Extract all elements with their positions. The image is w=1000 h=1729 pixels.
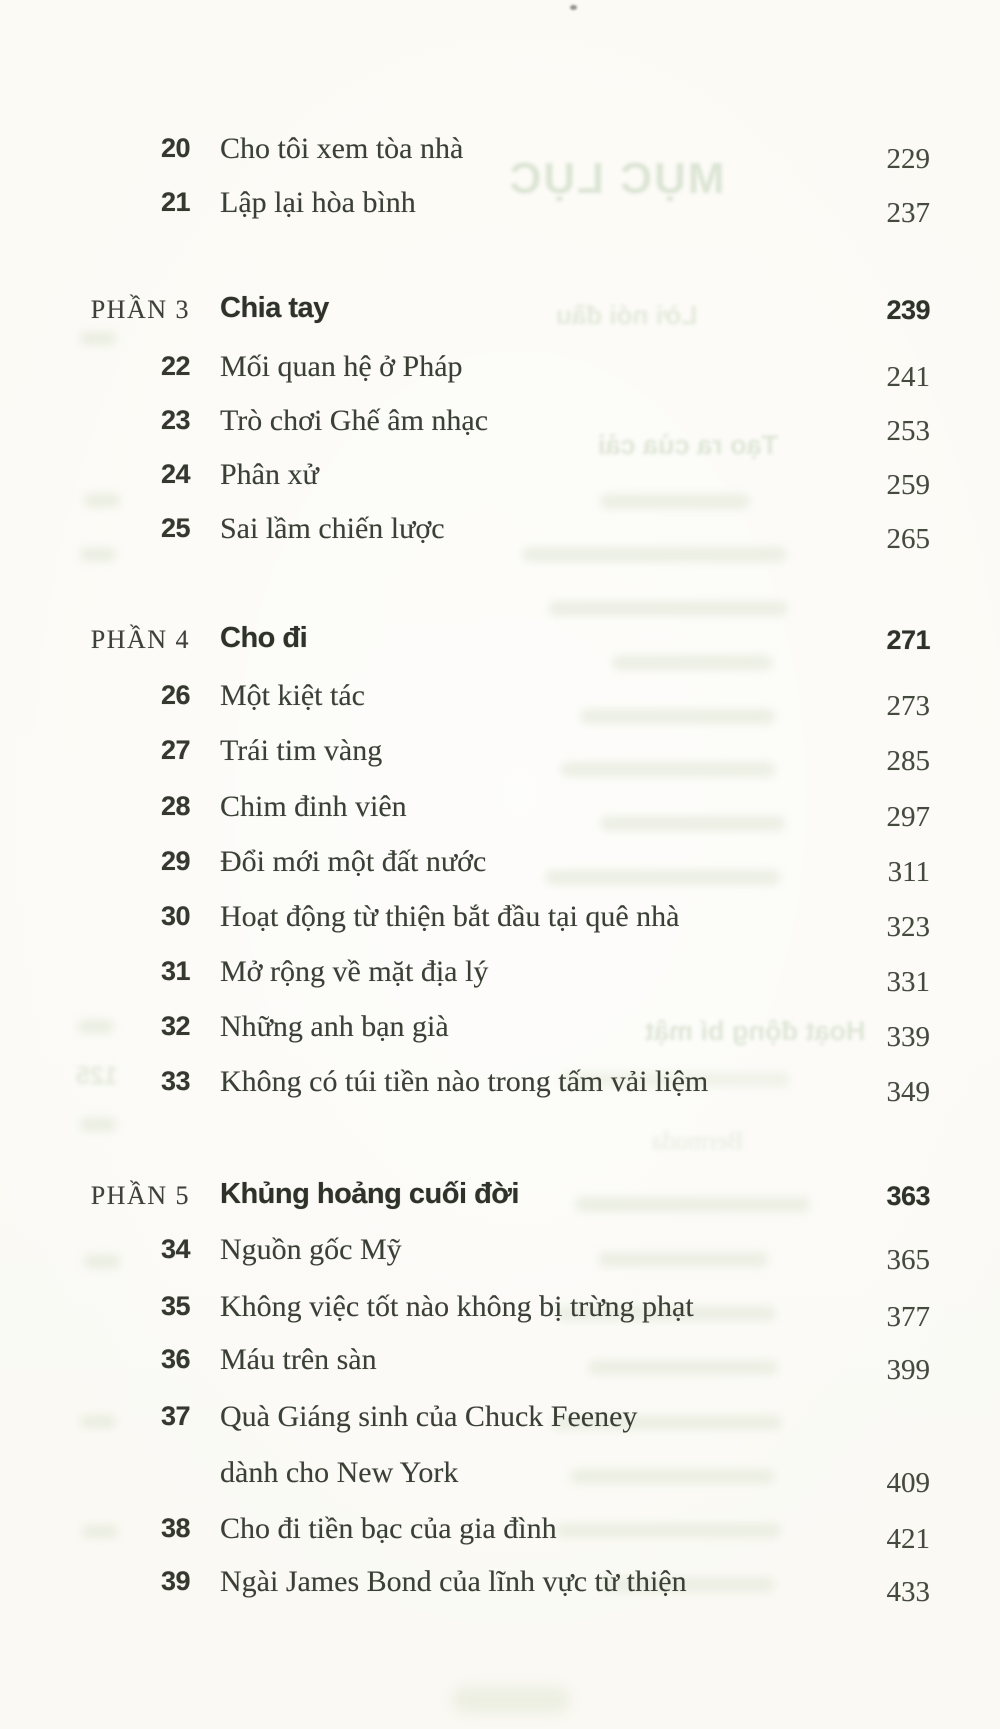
chapter-number: 39 <box>160 1566 190 1596</box>
chapter-number: 35 <box>160 1291 190 1321</box>
toc-row <box>0 1065 1000 1113</box>
page-number: 265 <box>886 523 930 555</box>
ghost-muc-luc-heading: MỤC LỤC <box>507 154 725 203</box>
toc-row <box>0 350 1000 398</box>
chapter-title: Trò chơi Ghế âm nhạc <box>220 404 489 437</box>
page-number: 339 <box>886 1021 930 1053</box>
chapter-title: Những anh bạn già <box>220 1010 449 1043</box>
page-number: 323 <box>886 911 930 943</box>
section-title: Chia tay <box>220 292 329 324</box>
toc-row <box>0 458 1000 506</box>
chapter-number: 32 <box>160 1011 190 1041</box>
toc-row <box>0 734 1000 782</box>
ghost-loi-noi-dau: Lời nói đầu <box>556 300 698 330</box>
chapter-number: 27 <box>160 735 190 765</box>
chapter-number: 26 <box>160 680 190 710</box>
page-number: 253 <box>886 415 930 447</box>
chapter-title: Đổi mới một đất nước <box>220 845 487 878</box>
toc-row <box>0 955 1000 1003</box>
page-number: 331 <box>886 966 930 998</box>
ghost-page-number: 125 <box>76 1062 118 1090</box>
page-number: 365 <box>886 1244 930 1276</box>
page-number: 273 <box>886 690 930 722</box>
chapter-number: 20 <box>160 133 190 163</box>
page-number: 349 <box>886 1076 930 1108</box>
ghost-phan2-title: Hoạt động bí mật <box>645 1016 866 1046</box>
chapter-title: Mối quan hệ ở Pháp <box>220 350 463 383</box>
toc-row <box>0 845 1000 893</box>
chapter-title: Lập lại hòa bình <box>220 186 416 219</box>
page-number: 409 <box>886 1467 930 1499</box>
chapter-number: 28 <box>160 791 190 821</box>
chapter-title-continuation: dành cho New York <box>220 1456 459 1489</box>
chapter-number: 22 <box>160 351 190 381</box>
chapter-title: Quà Giáng sinh của Chuck Feeney <box>220 1400 638 1433</box>
page-number: 237 <box>886 197 930 229</box>
toc-section-row <box>0 622 1000 670</box>
chapter-number: 38 <box>160 1513 190 1543</box>
page-number: 239 <box>886 295 930 325</box>
section-label: PHẦN 3 <box>90 295 190 324</box>
scan-speck <box>570 5 577 10</box>
toc-row <box>0 512 1000 560</box>
chapter-title: Sai lầm chiến lược <box>220 512 445 545</box>
toc-row <box>0 1290 1000 1338</box>
page-number: 311 <box>887 856 930 888</box>
page-number: 363 <box>886 1181 930 1211</box>
ghost-phan1-title: Tạo ra của cải <box>598 430 779 460</box>
chapter-title: Phân xử <box>220 458 319 491</box>
toc-row-continuation <box>0 1456 1000 1504</box>
section-label: PHẦN 4 <box>90 625 190 654</box>
ghost-bermuda: Bermuda <box>652 1128 744 1155</box>
section-title: Cho đi <box>220 622 308 654</box>
chapter-number: 34 <box>160 1234 190 1264</box>
chapter-title: Hoạt động từ thiện bắt đầu tại quê nhà <box>220 900 680 933</box>
toc-row <box>0 679 1000 727</box>
toc-row <box>0 1565 1000 1613</box>
chapter-number: 21 <box>160 187 190 217</box>
toc-section-row <box>0 292 1000 340</box>
chapter-title: Một kiệt tác <box>220 679 365 712</box>
page-number: 285 <box>886 745 930 777</box>
chapter-number: 31 <box>160 956 190 986</box>
chapter-title: Không việc tốt nào không bị trừng phạt <box>220 1290 694 1323</box>
page-number: 433 <box>886 1576 930 1608</box>
page-number: 271 <box>886 625 930 655</box>
toc-row <box>0 900 1000 948</box>
chapter-title: Nguồn gốc Mỹ <box>220 1233 402 1266</box>
chapter-number: 36 <box>160 1344 190 1374</box>
toc-row <box>0 1512 1000 1560</box>
toc-section-row <box>0 1178 1000 1226</box>
chapter-title: Cho tôi xem tòa nhà <box>220 132 464 165</box>
chapter-number: 30 <box>160 901 190 931</box>
chapter-number: 37 <box>160 1401 190 1431</box>
page-number: 297 <box>886 801 930 833</box>
chapter-number: 29 <box>160 846 190 876</box>
ghost-smudge <box>452 1686 570 1714</box>
chapter-title: Cho đi tiền bạc của gia đình <box>220 1512 557 1545</box>
page-number: 229 <box>886 143 930 175</box>
toc-row <box>0 186 1000 234</box>
ghost-smudge <box>80 1118 116 1131</box>
toc-row <box>0 1400 1000 1448</box>
chapter-title: Ngài James Bond của lĩnh vực từ thiện <box>220 1565 687 1598</box>
toc-row <box>0 132 1000 180</box>
toc-row <box>0 1343 1000 1391</box>
chapter-title: Chim đinh viên <box>220 790 407 823</box>
chapter-number: 25 <box>160 513 190 543</box>
chapter-number: 24 <box>160 459 190 489</box>
page-number: 241 <box>886 361 930 393</box>
toc-row <box>0 1233 1000 1281</box>
chapter-title: Không có túi tiền nào trong tấm vải liệm <box>220 1065 709 1098</box>
ghost-smudge <box>548 601 788 616</box>
toc-row <box>0 1010 1000 1058</box>
toc-row <box>0 790 1000 838</box>
chapter-title: Trái tim vàng <box>220 734 383 767</box>
chapter-number: 33 <box>160 1066 190 1096</box>
chapter-title: Máu trên sàn <box>220 1343 377 1376</box>
section-label: PHẦN 5 <box>90 1181 190 1210</box>
page-number: 259 <box>886 469 930 501</box>
chapter-number: 23 <box>160 405 190 435</box>
section-title: Khủng hoảng cuối đời <box>220 1178 519 1210</box>
page-number: 399 <box>886 1354 930 1386</box>
page-number: 421 <box>886 1523 930 1555</box>
toc-row <box>0 404 1000 452</box>
page-number: 377 <box>886 1301 930 1333</box>
chapter-title: Mở rộng về mặt địa lý <box>220 955 489 988</box>
